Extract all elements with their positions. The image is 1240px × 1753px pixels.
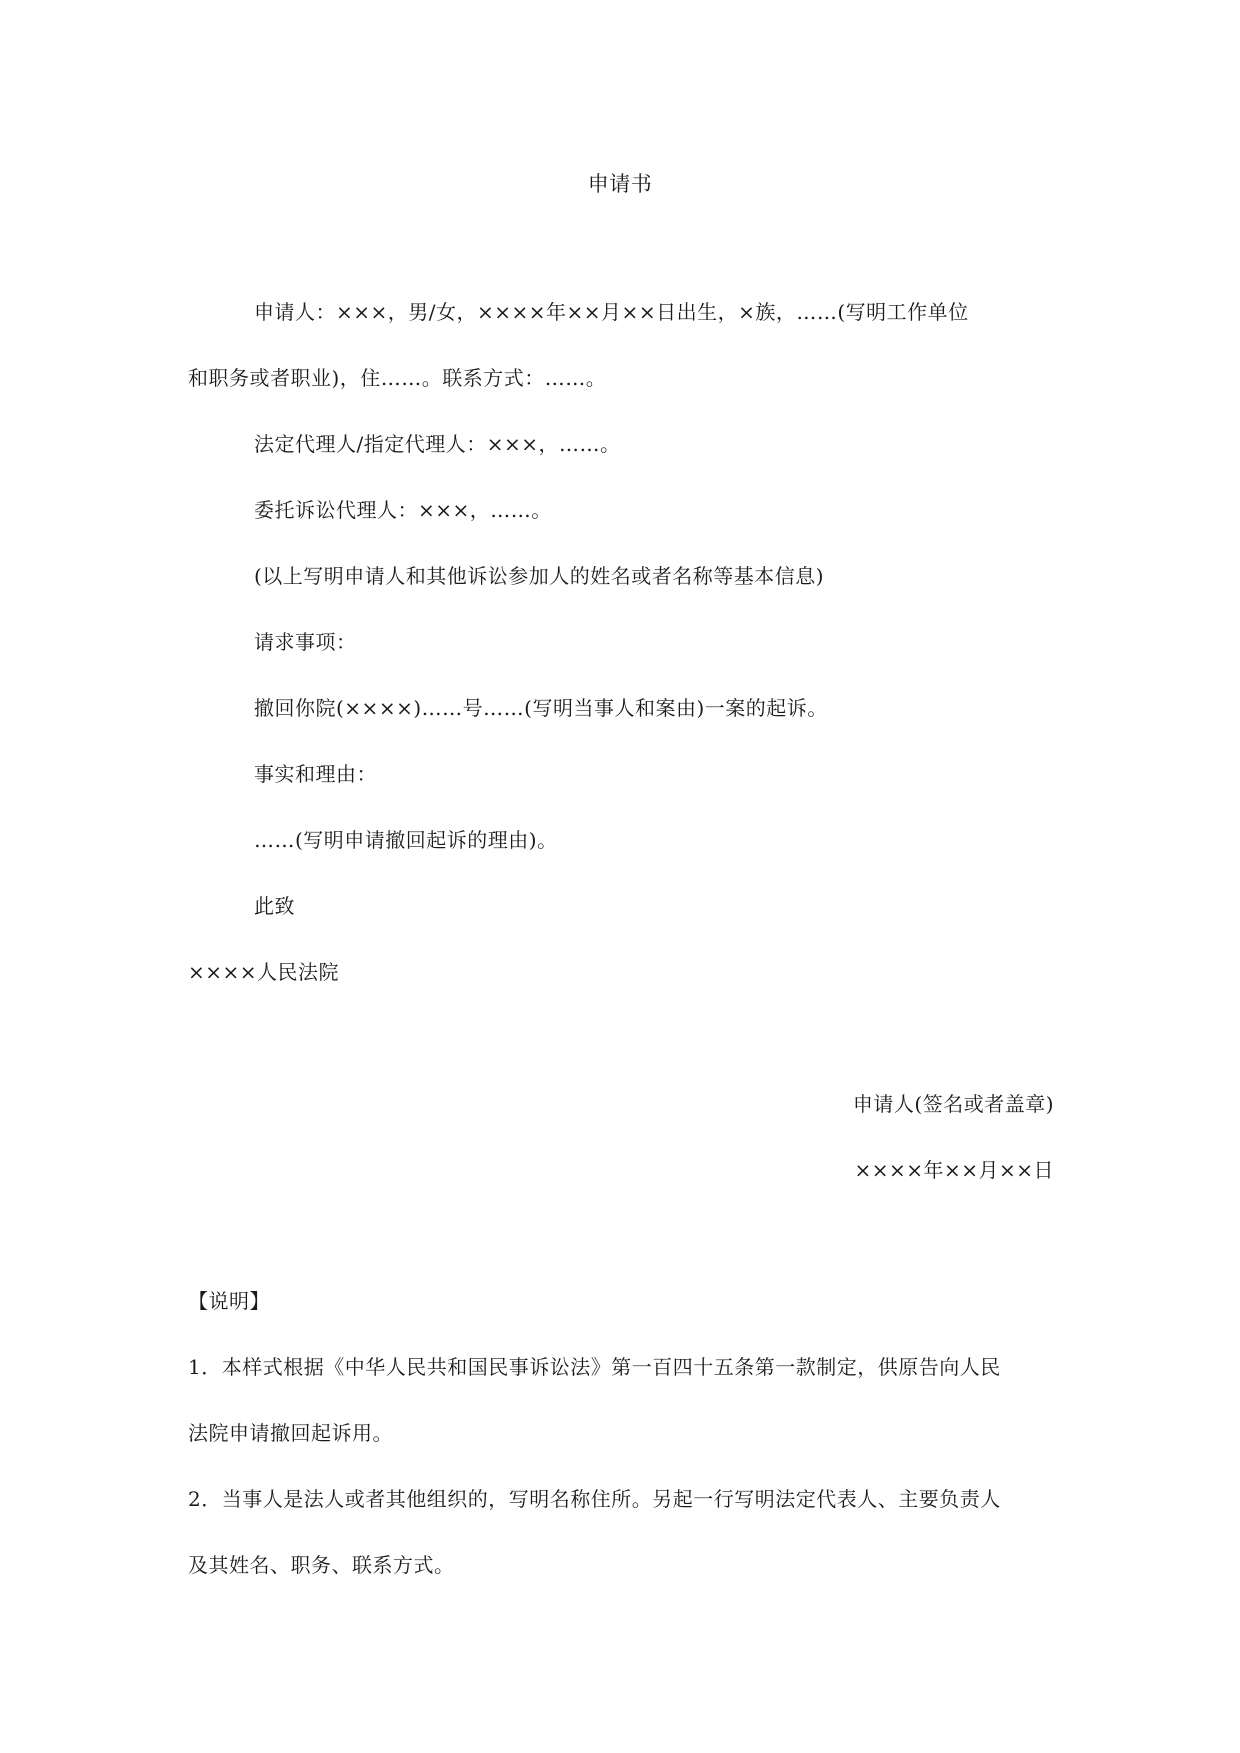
- notes-heading: 【说明】: [188, 1289, 270, 1313]
- parties-note: (以上写明申请人和其他诉讼参加人的姓名或者名称等基本信息): [254, 564, 825, 588]
- note-item-2-line-2: 及其姓名、职务、联系方式。: [188, 1553, 455, 1577]
- legal-agent-line: 法定代理人/指定代理人：×××，……。: [254, 432, 621, 456]
- closing-salutation: 此致: [254, 894, 295, 918]
- note-item-1-line-2: 法院申请撤回起诉用。: [188, 1421, 393, 1445]
- court-name: ××××人民法院: [188, 960, 340, 984]
- facts-text: ……(写明申请撤回起诉的理由)。: [254, 828, 558, 852]
- applicant-line-2: 和职务或者职业)，住……。联系方式：……。: [188, 366, 607, 390]
- entrusted-agent-line: 委托诉讼代理人：×××，……。: [254, 498, 552, 522]
- claims-heading: 请求事项：: [254, 630, 357, 654]
- date-line: ××××年××月××日: [854, 1158, 1054, 1182]
- applicant-line-1: 申请人：×××，男/女，××××年××月××日出生，×族，……(写明工作单位: [254, 300, 969, 324]
- note-item-2-line-1: 2．当事人是法人或者其他组织的，写明名称住所。另起一行写明法定代表人、主要负责人: [188, 1487, 1001, 1511]
- note-item-1-line-1: 1．本样式根据《中华人民共和国民事诉讼法》第一百四十五条第一款制定，供原告向人民: [188, 1355, 1001, 1379]
- document-title: 申请书: [587, 172, 653, 196]
- facts-heading: 事实和理由：: [254, 762, 377, 786]
- signature-line: 申请人(签名或者盖章): [852, 1092, 1054, 1116]
- claims-text: 撤回你院(××××)……号……(写明当事人和案由)一案的起诉。: [254, 696, 828, 720]
